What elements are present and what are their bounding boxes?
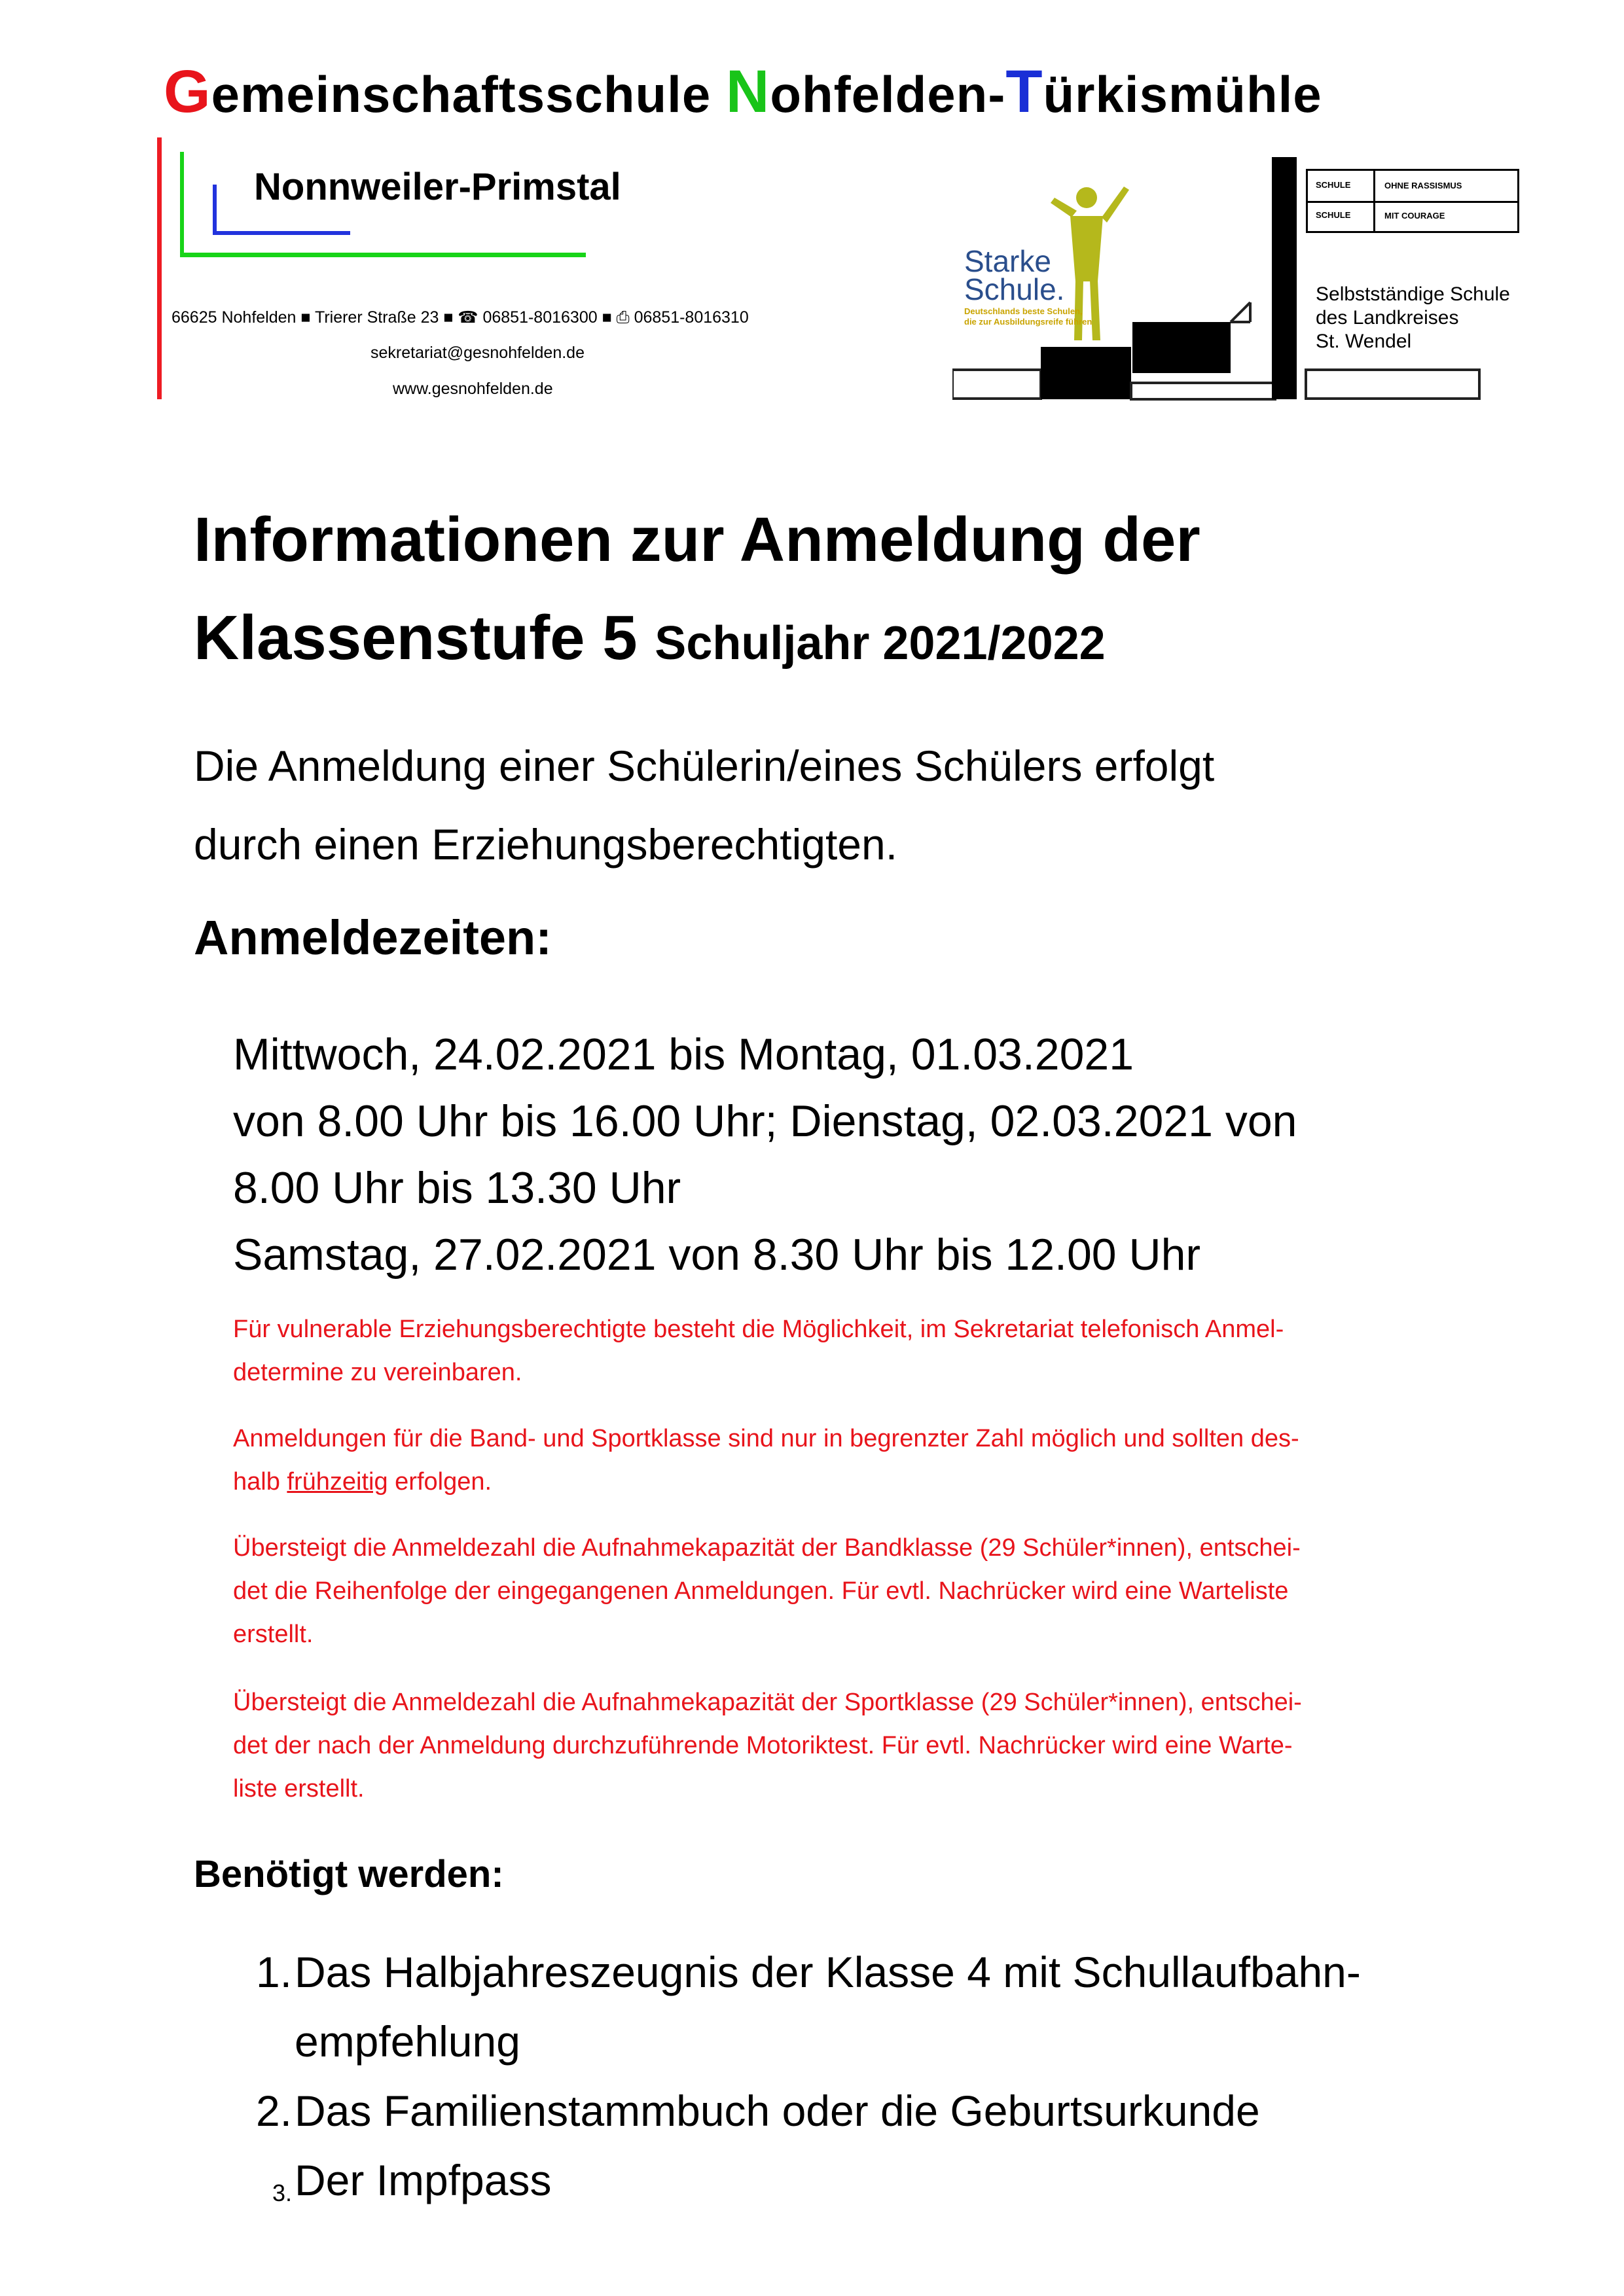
note-line: Übersteigt die Anmeldezahl die Aufnahmekapazität der Sportklasse (29 Schüler*innen), entschei-	[233, 1689, 1302, 1716]
required-heading: Benötigt werden:	[194, 1853, 504, 1895]
title-line2: Klassenstufe 5	[194, 603, 638, 673]
school-name-part: ürkismühle	[1043, 65, 1322, 123]
list-text: Der Impfpass	[295, 2156, 552, 2204]
title-line1: Informationen zur Anmeldung der	[194, 505, 1200, 575]
list-number: 2.	[255, 2087, 292, 2135]
list-text: empfehlung	[295, 2017, 520, 2066]
intro-line1: Die Anmeldung einer Schülerin/eines Schülers erfolgt	[194, 742, 1215, 790]
intro-line2: durch einen Erziehungsberechtigten.	[194, 820, 898, 869]
note-bandklasse	[233, 1526, 1431, 1656]
note-line: det die Reihenfolge der eingegangenen Anmeldungen. Für evtl. Nachrücker wird eine Warteliste	[233, 1577, 1289, 1605]
logo-green-bar	[180, 152, 184, 257]
list-number: 1.	[255, 1948, 292, 1996]
badge-row2-right: MIT COURAGE	[1373, 201, 1445, 231]
starke-tagline1: Deutschlands beste Schulen,	[964, 306, 1083, 316]
badge-row1-left: SCHULE	[1316, 180, 1351, 190]
selb-line2: des Landkreises	[1316, 307, 1459, 329]
note-line: Für vulnerable Erziehungsberechtigte besteht die Möglichkeit, im Sekretariat telefonisch Anmel-	[233, 1316, 1284, 1343]
times-line: von 8.00 Uhr bis 16.00 Uhr; Dienstag, 02.03.2021 von	[233, 1096, 1297, 1146]
badge-row2-left: SCHULE	[1316, 210, 1351, 220]
logo-green-line	[180, 253, 586, 257]
logo-blue-bar	[213, 185, 217, 234]
note-emphasis: frühzeitig	[287, 1468, 388, 1496]
school-email[interactable]: sekretariat@gesnohfelden.de	[370, 344, 585, 362]
times-heading: Anmeldezeiten:	[194, 910, 552, 965]
starke-tagline2: die zur Ausbildungsreife führen	[964, 317, 1092, 327]
school-name-initial-t: T	[1005, 58, 1043, 125]
note-line: liste erstellt.	[233, 1775, 365, 1803]
courage-badge	[1306, 169, 1519, 233]
note-text: erfolgen.	[388, 1468, 492, 1496]
list-text: Das Halbjahreszeugnis der Klasse 4 mit Schullaufbahn-	[295, 1948, 1361, 1996]
logo-blue-line	[213, 231, 350, 235]
times-line: Samstag, 27.02.2021 von 8.30 Uhr bis 12.00 Uhr	[233, 1230, 1201, 1280]
school-name	[164, 58, 1322, 126]
school-address: 66625 Nohfelden ■ Trierer Straße 23 ■ ☎ 06851-8016300 ■ ⎙ 06851-8016310	[171, 308, 749, 327]
times-line: 8.00 Uhr bis 13.30 Uhr	[233, 1163, 681, 1213]
school-name-part: ohfelden-	[770, 65, 1006, 123]
title-year: Schuljahr 2021/2022	[655, 617, 1106, 670]
note-sportklasse	[233, 1681, 1431, 1810]
school-website[interactable]: www.gesnohfelden.de	[393, 380, 553, 398]
school-name-part: emeinschaftsschule	[211, 65, 726, 123]
badge-row1-right: OHNE RASSISMUS	[1373, 171, 1462, 201]
selbststaendige-schule-text	[1316, 283, 1510, 353]
intro-text	[194, 726, 1214, 884]
registration-times	[233, 1021, 1297, 1288]
times-line: Mittwoch, 24.02.2021 bis Montag, 01.03.2021	[233, 1030, 1134, 1079]
school-subname: Nonnweiler-Primstal	[254, 166, 621, 208]
list-number: 3.	[272, 2179, 292, 2206]
school-name-initial-n: N	[725, 58, 770, 125]
note-line: erstellt.	[233, 1621, 314, 1648]
note-line: determine zu vereinbaren.	[233, 1359, 522, 1386]
note-text: halb	[233, 1468, 287, 1496]
note-vulnerable	[233, 1308, 1431, 1394]
list-text: Das Familienstammbuch oder die Geburtsurkunde	[295, 2087, 1260, 2135]
note-line: Übersteigt die Anmeldezahl die Aufnahmekapazität der Bandklasse (29 Schüler*innen), entschei-	[233, 1534, 1301, 1562]
selb-line3: St. Wendel	[1316, 331, 1412, 352]
note-line: Anmeldungen für die Band- und Sportklasse sind nur in begrenzter Zahl möglich und sollten des-	[233, 1425, 1299, 1452]
starke-line2: Schule.	[964, 272, 1065, 306]
school-name-initial-g: G	[164, 58, 211, 125]
note-line: det der nach der Anmeldung durchzuführende Motoriktest. Für evtl. Nachrücker wird eine Warte-	[233, 1732, 1293, 1759]
logo-red-bar	[157, 137, 162, 399]
selb-line1: Selbstständige Schule	[1316, 283, 1510, 305]
page-title	[194, 491, 1200, 692]
starke-line1: Starke	[964, 244, 1051, 278]
note-limited	[233, 1417, 1431, 1503]
